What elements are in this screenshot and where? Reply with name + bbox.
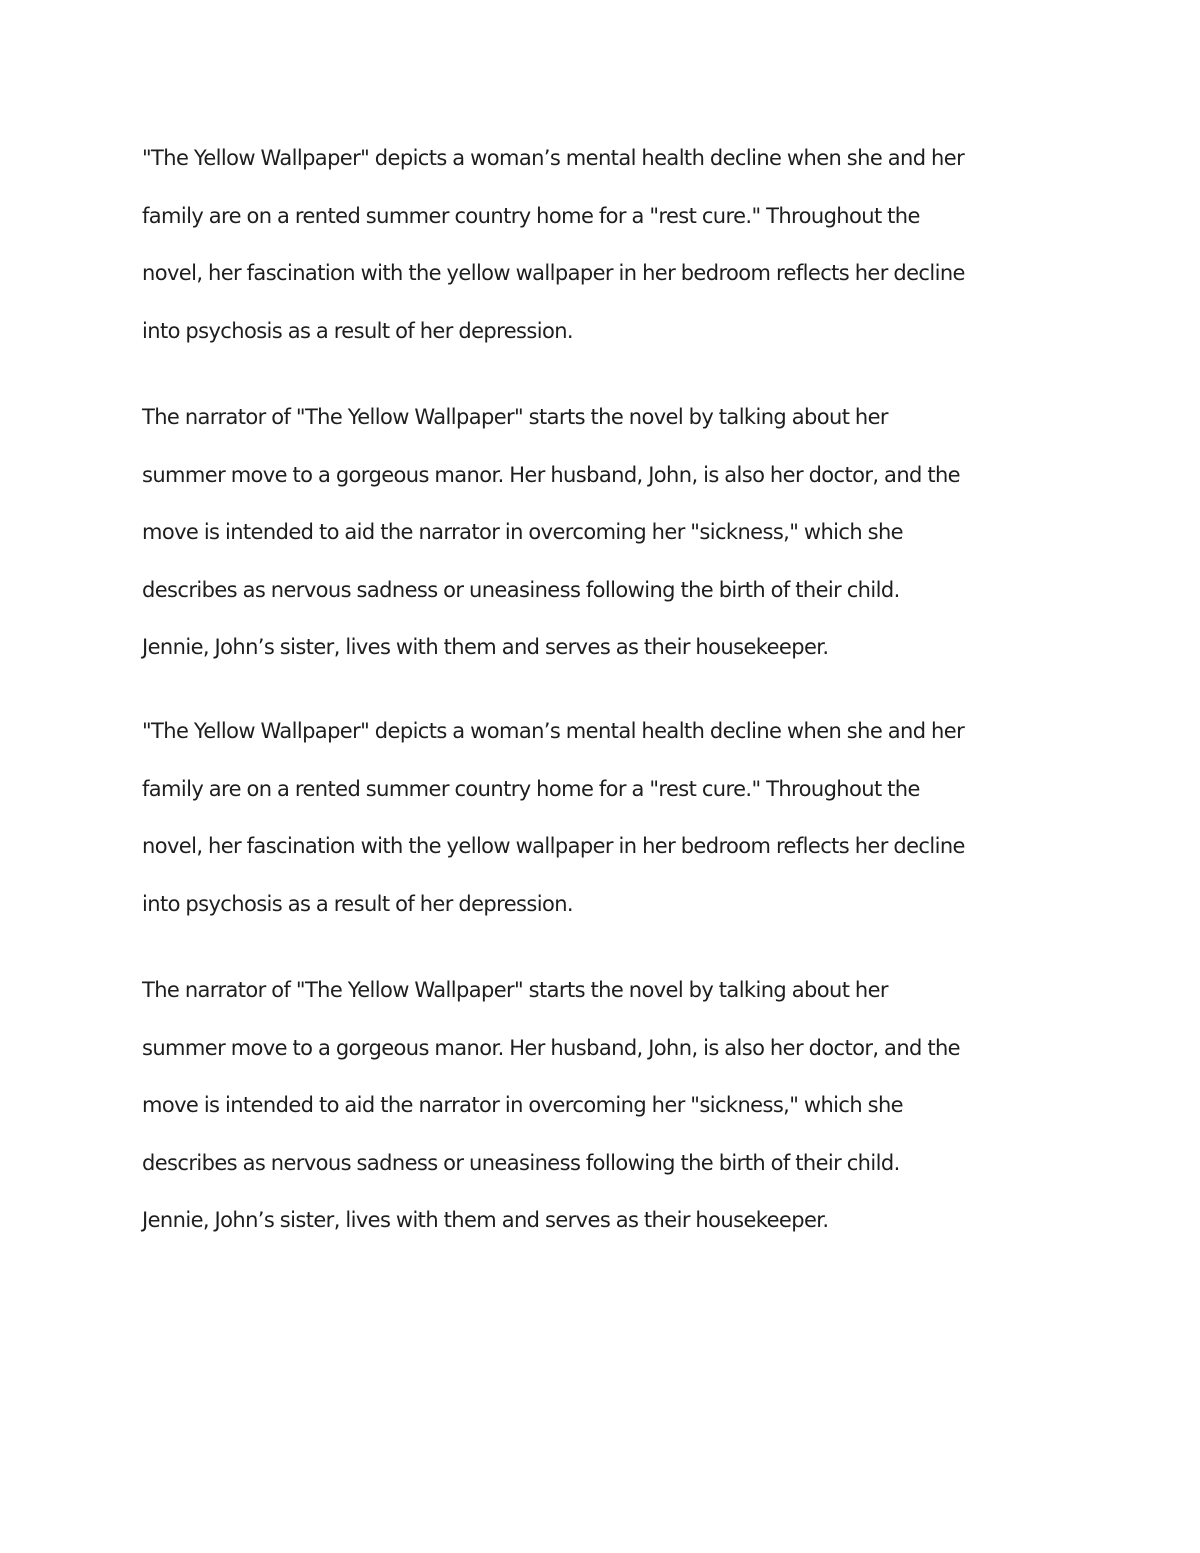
text-line: "The Yellow Wallpaper" depicts a woman’s mental health decline when she and her bbox=[142, 146, 965, 170]
text-line: family are on a rented summer country home for a "rest cure." Throughout the bbox=[142, 776, 920, 801]
text-line: summer move to a gorgeous manor. Her husband, John, is also her doctor, and the bbox=[142, 462, 961, 487]
text-line: into psychosis as a result of her depression. bbox=[142, 318, 573, 343]
paragraph-3 bbox=[142, 703, 1072, 933]
text-line: novel, her fascination with the yellow wallpaper in her bedroom reflects her decline bbox=[142, 834, 965, 858]
text-line: into psychosis as a result of her depression. bbox=[142, 891, 573, 916]
paragraph-1 bbox=[142, 130, 1072, 360]
paragraph-2 bbox=[142, 389, 1072, 677]
text-line: move is intended to aid the narrator in overcoming her "sickness," which she bbox=[142, 1093, 903, 1117]
text-line: describes as nervous sadness or uneasiness following the birth of their child. bbox=[142, 577, 900, 602]
text-line: The narrator of "The Yellow Wallpaper" starts the novel by talking about her bbox=[142, 978, 888, 1002]
paragraph-4 bbox=[142, 962, 1072, 1250]
text-line: Jennie, John’s sister, lives with them and serves as their housekeeper. bbox=[142, 1208, 829, 1232]
text-line: describes as nervous sadness or uneasiness following the birth of their child. bbox=[142, 1150, 900, 1175]
text-line: summer move to a gorgeous manor. Her husband, John, is also her doctor, and the bbox=[142, 1035, 961, 1060]
text-line: Jennie, John’s sister, lives with them and serves as their housekeeper. bbox=[142, 635, 829, 659]
text-line: "The Yellow Wallpaper" depicts a woman’s mental health decline when she and her bbox=[142, 719, 965, 743]
text-line: family are on a rented summer country home for a "rest cure." Throughout the bbox=[142, 203, 920, 228]
text-line: The narrator of "The Yellow Wallpaper" starts the novel by talking about her bbox=[142, 405, 888, 429]
text-line: novel, her fascination with the yellow wallpaper in her bedroom reflects her decline bbox=[142, 261, 965, 285]
text-line: move is intended to aid the narrator in overcoming her "sickness," which she bbox=[142, 520, 903, 544]
